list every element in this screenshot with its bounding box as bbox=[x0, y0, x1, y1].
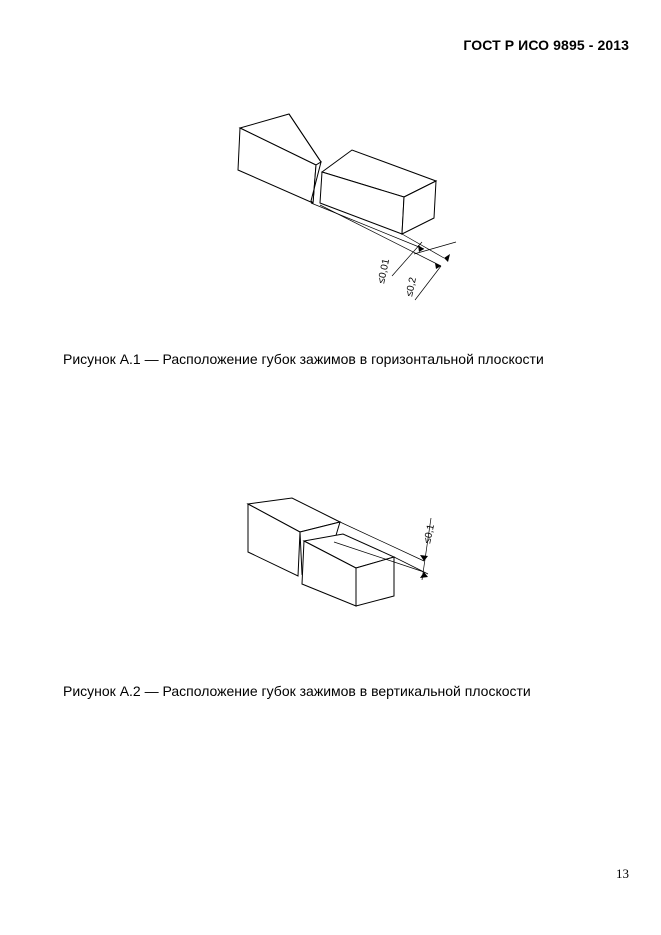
right-jaw-block bbox=[320, 150, 436, 234]
right-jaw-block bbox=[302, 534, 394, 606]
page-number: 13 bbox=[616, 866, 629, 881]
dim-label-large: ≤0,2 bbox=[404, 276, 419, 298]
dim-label-small: ≤0,01 bbox=[376, 257, 393, 285]
dim-label: ≤0,1 bbox=[422, 523, 437, 545]
figure-a2-caption: Рисунок А.2 — Расположение губок зажимов в вертикальной плоскости bbox=[63, 683, 531, 699]
left-jaw-block bbox=[238, 114, 321, 203]
figure-a1-drawing bbox=[226, 106, 466, 306]
document-number: ГОСТ Р ИСО 9895 - 2013 bbox=[463, 37, 629, 53]
figure-a1-caption: Рисунок А.1 — Расположение губок зажимов в горизонтальной плоскости bbox=[63, 351, 544, 367]
figure-a2-drawing bbox=[236, 490, 460, 612]
